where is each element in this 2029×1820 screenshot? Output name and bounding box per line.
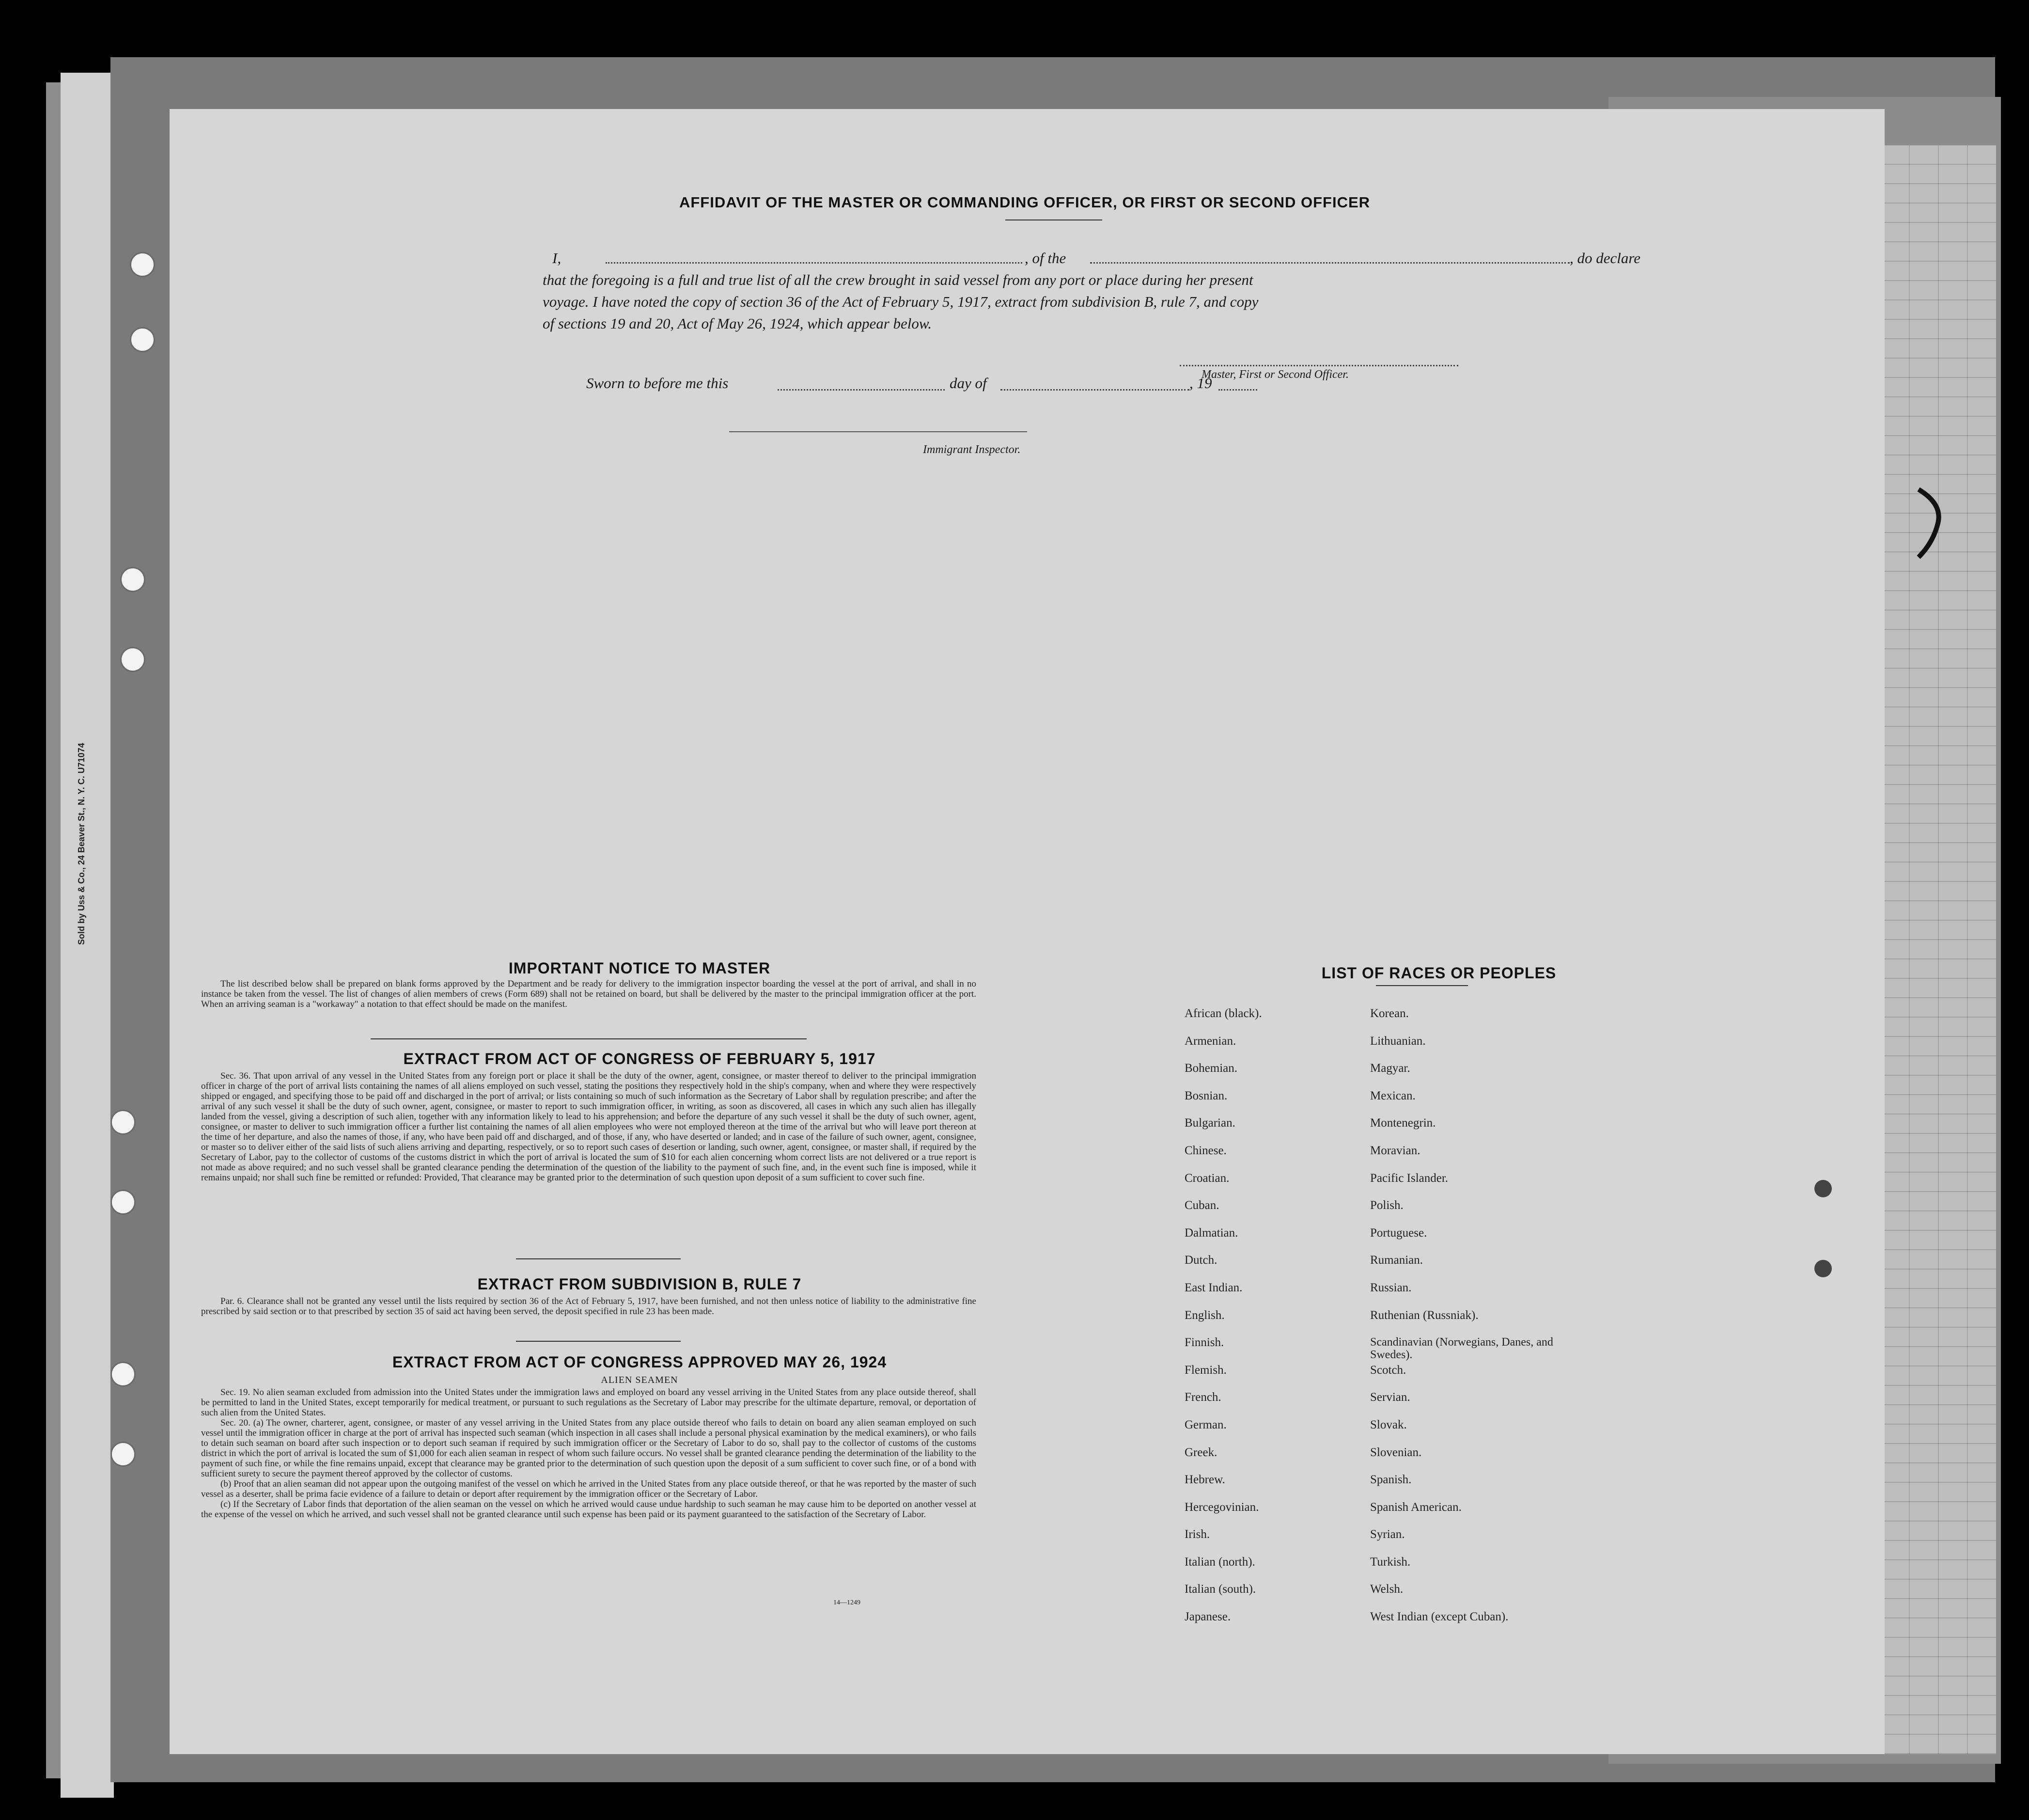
- race-item: Hercegovinian.: [1185, 1500, 1259, 1514]
- adjacent-page-grid: [1880, 145, 1996, 1754]
- extract-1924-title: EXTRACT FROM ACT OF CONGRESS APPROVED MAY 26, 1924: [392, 1353, 887, 1371]
- race-item: Korean.: [1370, 1007, 1409, 1020]
- form-number: 14—1249: [833, 1599, 860, 1606]
- binding-hole: [120, 567, 145, 592]
- race-item: Croatian.: [1185, 1171, 1230, 1185]
- race-item: Magyar.: [1370, 1062, 1410, 1075]
- name-line: [606, 262, 1022, 264]
- race-item: Turkish.: [1370, 1555, 1411, 1569]
- binding-hole: [110, 1362, 136, 1387]
- binding-hole: [130, 252, 155, 277]
- race-item: French.: [1185, 1391, 1221, 1404]
- race-item: Italian (south).: [1185, 1583, 1256, 1596]
- sworn-label: Sworn to before me this: [586, 375, 729, 392]
- race-item: Slovak.: [1370, 1418, 1407, 1431]
- race-item: Spanish American.: [1370, 1500, 1462, 1514]
- race-item: Slovenian.: [1370, 1445, 1422, 1459]
- printer-imprint: Sold by Uss & Co., 24 Beaver St., N. Y. C. U71074: [77, 743, 86, 945]
- race-item: Hebrew.: [1185, 1473, 1225, 1487]
- race-item: Servian.: [1370, 1391, 1410, 1404]
- affidavit-line-2: that the foregoing is a full and true list of all the crew brought in said vessel from any port or place during her present: [543, 271, 1253, 288]
- vessel-line: [1090, 262, 1570, 264]
- binding-hole: [130, 327, 155, 352]
- bracket-mark: [1914, 485, 1952, 562]
- punch-hole: [1814, 1260, 1832, 1277]
- year-line: [1218, 389, 1257, 391]
- notice-body: The list described below shall be prepared on blank forms approved by the Department and be ready for delivery to the immigration inspector boarding the vessel at the port of arrival, and shall in no instance be taken from the vessel. The list of changes of alien members of crews (Form 689) shall not be retained on board, but shall be delivered by the master to the principal immigration officer at the port. When an arriving seaman is a "workaway" a notation to that effect should be made on the manifest.: [201, 979, 976, 1009]
- month-line: [1000, 389, 1189, 391]
- divider: [371, 1038, 807, 1039]
- race-item: Moravian.: [1370, 1144, 1420, 1157]
- binding-hole: [110, 1442, 136, 1467]
- notice-title: IMPORTANT NOTICE TO MASTER: [508, 959, 771, 977]
- race-item: African (black).: [1185, 1007, 1262, 1020]
- extract-1924-subtitle: ALIEN SEAMEN: [601, 1375, 678, 1385]
- race-item: Syrian.: [1370, 1528, 1405, 1541]
- race-item: Dalmatian.: [1185, 1226, 1238, 1239]
- race-item: Bohemian.: [1185, 1062, 1238, 1075]
- race-item: West Indian (except Cuban).: [1370, 1610, 1509, 1624]
- race-item: Rumanian.: [1370, 1254, 1423, 1267]
- divider: [516, 1341, 681, 1342]
- binding-hole: [120, 647, 145, 672]
- inspector-caption: Immigrant Inspector.: [923, 443, 1021, 456]
- race-item: Bulgarian.: [1185, 1116, 1235, 1130]
- affidavit-line-3: voyage. I have noted the copy of section 36 of the Act of February 5, 1917, extract from subdivision B, rule 7, and copy: [543, 293, 1259, 310]
- divider: [516, 1258, 681, 1259]
- extract-1924-body: Sec. 19. No alien seaman excluded from admission into the United States under the immigration laws and employed on board any vessel arriving in the United States from any place outside thereof, shall be permitted to land in the United States, except temporarily for medical treatment, or pursuant to such regulations as the Secretary of Labor may prescribe for the ultimate departure, removal, or deportation of such alien from the United States. Sec. 20. (a) The owner, charterer, agent, consignee, or master of any vessel arriving in the United States from any place outside thereof who fails to detain on board any alien seaman employed on such vessel until the immigration officer in charge at the port of arrival has inspected such seaman (which inspection in all cases shall include a personal physical examination by the medical examiners), or who fails to detain such seaman on board after such inspection or to deport such seaman if required by such immigration officer or the Secretary of Labor to do so, shall pay to the collector of customs of the customs district in which the port of arrival is located the sum of $1,000 for each alien seaman in respect of whom such failure occurs. No vessel shall be granted clearance pending the determination of the liability to the payment of such fine, or while the fine remains unpaid, except that clearance may be granted prior to the determination of such question upon the deposit of a sum sufficient to cover such fine, or of a bond with sufficient surety to secure the payment thereof approved by the collector of customs. (b) Proof that an alien seaman did not appear upon the outgoing manifest of the vessel on which he arrived in the United States from any place outside thereof, or that he was reported by the master of such vessel as a deserter, shall be prima facie evidence of a failure to detain or deport after requirement by the immigration officer or the Secretary of Labor. (c) If the Secretary of Labor finds that deportation of the alien seaman on the vessel on which he arrived would cause undue hardship to such seaman he may cause him to be deported on another vessel at the expense of the vessel on which he arrived, and such vessel shall not be granted clearance until such expense has been paid or its payment guaranteed to the satisfaction of the Secretary of Labor.: [201, 1387, 976, 1520]
- race-item: Flemish.: [1185, 1363, 1227, 1377]
- race-item: Bosnian.: [1185, 1089, 1228, 1102]
- race-item: Cuban.: [1185, 1199, 1219, 1212]
- sworn-day-line: [778, 389, 945, 391]
- extract-1917-body: Sec. 36. That upon arrival of any vessel in the United States from any foreign port or place it shall be the duty of the owner, agent, consignee, or master thereof to deliver to the principal immigration officer in charge of the port of arrival lists containing the names of all aliens employed on such vessel, stating the positions they respectively hold in the ship's company, when and where they were respectively shipped or engaged, and specifying those to be paid off and discharged in the port of arrival; or lists containing so much of such information as the Secretary of Labor shall by regulation prescribe; and after the arrival of any such vessel it shall be the duty of such owner, agent, consignee, or master to report to such immigration officer, in writing, as soon as discovered, all cases in which any such alien has illegally landed from the vessel, giving a description of such alien, together with any information likely to lead to his apprehension; and before the departure of any such vessel it shall be the duty of such owner, agent, consignee, or master to deliver to such immigration officer a further list containing the names of all alien employees who were not employed thereon at the time of the arrival but who will leave port thereon at the time of her departure, and also the names of those, if any, who have been paid off and discharged, and of those, if any, who have deserted or landed; and in case of the failure of such owner, agent, consignee, or master so to deliver either of the said lists of such aliens arriving and departing, respectively, or so to report such cases of desertion or landing, such owner, agent, consignee, or master shall, if required by the Secretary of Labor, pay to the collector of customs of the customs district in which the port of arrival is located the sum of $10 for each alien concerning whom correct lists are not delivered or a true report is not made as above required; and no such vessel shall be granted clearance pending the determination of the question of the liability to the payment of such fine, and, in the event such fine is imposed, while it remains unpaid; nor shall such fine be remitted or refunded: Provided, That clearance may be granted prior to the determination of such question upon deposit of a sum sufficient to cover such fine.: [201, 1071, 976, 1183]
- race-item: Spanish.: [1370, 1473, 1412, 1487]
- subdivision-body: Par. 6. Clearance shall not be granted any vessel until the lists required by section 36 of the Act of February 5, 1917, have been furnished, and not then unless notice of liability to the administrative fine prescribed by said section or to that prescribed by section 35 of said act having been served, the deposit specified in rule 23 has been made.: [201, 1296, 976, 1317]
- affidavit-of-the: , of the: [1025, 250, 1066, 267]
- race-item: East Indian.: [1185, 1281, 1243, 1294]
- punch-hole: [1814, 1180, 1832, 1197]
- race-item: Montenegrin.: [1370, 1116, 1436, 1130]
- races-column-2: [1370, 1007, 1574, 1638]
- binding-hole: [110, 1190, 136, 1215]
- affidavit-i-label: I,: [552, 250, 562, 267]
- extract-1917-title: EXTRACT FROM ACT OF CONGRESS OF FEBRUARY 5, 1917: [403, 1050, 876, 1067]
- binding-strip: [61, 73, 114, 1798]
- race-item: Polish.: [1370, 1199, 1404, 1212]
- race-item: German.: [1185, 1418, 1227, 1431]
- race-item: Scandinavian (Norwegians, Danes, and Swedes).: [1370, 1336, 1553, 1362]
- race-item: Lithuanian.: [1370, 1034, 1426, 1048]
- race-item: Scotch.: [1370, 1363, 1406, 1377]
- binding-hole: [110, 1110, 136, 1135]
- race-item: Mexican.: [1370, 1089, 1416, 1102]
- affidavit-title: AFFIDAVIT OF THE MASTER OR COMMANDING OFFICER, OR FIRST OR SECOND OFFICER: [679, 194, 1371, 211]
- affidavit-do-declare: , do declare: [1570, 250, 1641, 267]
- signature-caption: Master, First or Second Officer.: [1202, 368, 1349, 381]
- races-column-1: [1185, 1007, 1359, 1638]
- day-of-label: day of: [950, 375, 987, 392]
- race-item: Russian.: [1370, 1281, 1412, 1294]
- race-item: Ruthenian (Russniak).: [1370, 1308, 1479, 1322]
- inspector-line: [729, 431, 1027, 432]
- race-item: Armenian.: [1185, 1034, 1236, 1048]
- race-item: Pacific Islander.: [1370, 1171, 1449, 1185]
- year-label: , 19: [1189, 375, 1212, 392]
- race-item: English.: [1185, 1308, 1225, 1322]
- race-item: Italian (north).: [1185, 1555, 1255, 1569]
- races-title: LIST OF RACES OR PEOPLES: [1321, 964, 1557, 982]
- subdivision-title: EXTRACT FROM SUBDIVISION B, RULE 7: [477, 1275, 802, 1293]
- race-item: Japanese.: [1185, 1610, 1231, 1624]
- race-item: Dutch.: [1185, 1254, 1217, 1267]
- race-item: Welsh.: [1370, 1583, 1404, 1596]
- signature-line: [1180, 365, 1458, 366]
- affidavit-line-4: of sections 19 and 20, Act of May 26, 1924, which appear below.: [543, 315, 932, 332]
- race-item: Chinese.: [1185, 1144, 1227, 1157]
- affidavit-page: [170, 109, 1885, 1754]
- race-item: Portuguese.: [1370, 1226, 1427, 1239]
- race-item: Finnish.: [1185, 1336, 1224, 1349]
- race-item: Irish.: [1185, 1528, 1210, 1541]
- race-item: Greek.: [1185, 1445, 1217, 1459]
- divider: [1376, 985, 1468, 986]
